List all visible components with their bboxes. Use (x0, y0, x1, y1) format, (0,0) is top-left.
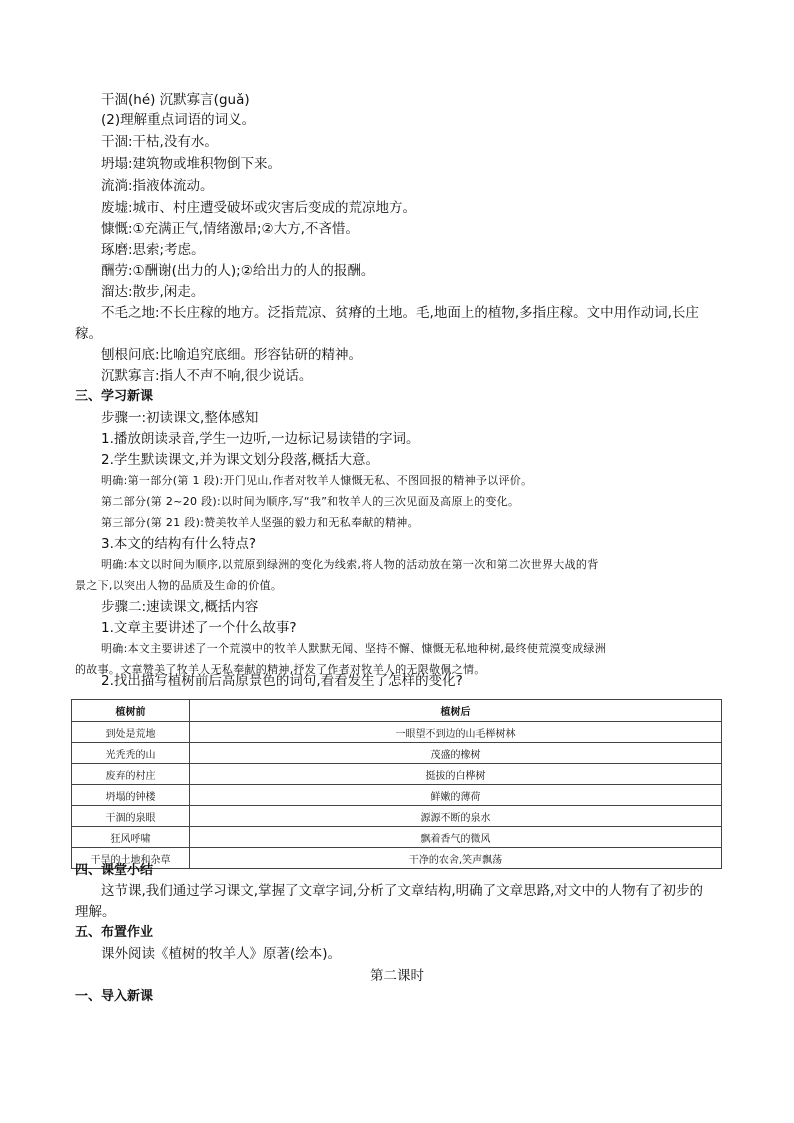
text-line: 2.学生默读课文,并为课文划分段落,概括大意。 (101, 452, 379, 468)
text-line: 步骤一:初读课文,整体感知 (101, 410, 259, 426)
table-row (72, 743, 722, 764)
table-cell: 源源不断的泉水 (190, 806, 722, 827)
section-heading: 五、布置作业 (75, 925, 154, 940)
table-cell: 一眼望不到边的山毛榉树林 (190, 722, 722, 743)
text-line: 慷慨:①充满正气,情绪激昂;②大方,不吝惜。 (101, 221, 359, 237)
text-line: 刨根问底:比喻追究底细。形容钻研的精神。 (101, 347, 363, 363)
section-heading: 三、学习新课 (75, 389, 154, 404)
table-cell: 干净的农舍,笑声飘荡 (190, 848, 722, 869)
table-row (72, 764, 722, 785)
table-cell: 挺拔的白桦树 (190, 764, 722, 785)
table-row (72, 785, 722, 806)
text-line: 课外阅读《植树的牧羊人》原著(绘本)。 (101, 946, 342, 962)
text-line: 1.播放朗读录音,学生一边听,一边标记易读错的字词。 (101, 431, 420, 447)
lesson-title: 第二课时 (370, 968, 424, 984)
text-line: 2.找出描写植树前后高原景色的词句,看看发生了怎样的变化? (101, 673, 463, 689)
table-cell: 废弃的村庄 (72, 764, 190, 785)
table-row (72, 722, 722, 743)
table-header-after: 植树后 (190, 700, 722, 722)
text-line: 干涸:干枯,没有水。 (101, 134, 218, 150)
text-line: 步骤二:速读课文,概括内容 (101, 599, 259, 615)
comparison-table (71, 699, 722, 869)
table-row (72, 827, 722, 848)
table-header-row (72, 700, 722, 722)
text-line: 稼。 (75, 326, 102, 342)
table-cell: 干旱的土地和杂草 (72, 848, 190, 869)
text-line: 明确:本文以时间为顺序,以荒原到绿洲的变化为线索,将人物的活动放在第一次和第二次世界大战的背 (101, 558, 599, 571)
table-cell: 狂风呼啸 (72, 827, 190, 848)
table-cell: 茂盛的橡树 (190, 743, 722, 764)
text-line: 这节课,我们通过学习课文,掌握了文章字词,分析了文章结构,明确了文章思路,对文中的人物有了初步的 (101, 883, 703, 899)
text-line: 坍塌:建筑物或堆积物倒下来。 (101, 156, 282, 172)
text-line: 明确:第一部分(第 1 段):开门见山,作者对牧羊人慷慨无私、不图回报的精神予以评价。 (101, 474, 533, 487)
section-heading: 一、导入新课 (75, 989, 154, 1004)
table-header-before: 植树前 (72, 700, 190, 722)
text-line: 1.文章主要讲述了一个什么故事? (101, 620, 297, 636)
section-heading: 四、课堂小结 (75, 863, 154, 878)
table-cell: 光秃秃的山 (72, 743, 190, 764)
table-cell: 到处是荒地 (72, 722, 190, 743)
text-line: 不毛之地:不长庄稼的地方。泛指荒凉、贫瘠的土地。毛,地面上的植物,多指庄稼。文中用作动词,长庄 (101, 305, 699, 321)
text-line: 废墟:城市、村庄遭受破坏或灾害后变成的荒凉地方。 (101, 200, 417, 216)
table-cell: 飘着香气的微风 (190, 827, 722, 848)
table-row (72, 848, 722, 869)
table-cell: 干涸的泉眼 (72, 806, 190, 827)
text-line: 理解。 (75, 904, 116, 920)
text-line: 酬劳:①酬谢(出力的人);②给出力的人的报酬。 (101, 263, 375, 279)
text-line: 流淌:指液体流动。 (101, 178, 214, 194)
text-line: 的故事。文章赞美了牧羊人无私奉献的精神,抒发了作者对牧羊人的无限敬佩之情。 (75, 663, 486, 676)
text-line: 干涸(hé) 沉默寡言(guǎ) (101, 92, 250, 108)
text-line: 第三部分(第 21 段):赞美牧羊人坚强的毅力和无私奉献的精神。 (101, 516, 419, 529)
table-cell: 坍塌的钟楼 (72, 785, 190, 806)
text-line: 景之下,以突出人物的品质及生命的价值。 (75, 579, 283, 592)
text-line: (2)理解重点词语的词义。 (101, 112, 256, 128)
text-line: 3.本文的结构有什么特点? (101, 536, 257, 552)
text-line: 明确:本文主要讲述了一个荒漠中的牧羊人默默无闻、坚持不懈、慷慨无私地种树,最终使荒漠变成绿洲 (101, 642, 606, 655)
text-line: 琢磨:思索;考虑。 (101, 242, 205, 258)
text-line: 溜达:散步,闲走。 (101, 284, 205, 300)
text-line: 沉默寡言:指人不声不响,很少说话。 (101, 368, 313, 384)
text-line: 第二部分(第 2~20 段):以时间为顺序,写“我”和牧羊人的三次见面及高原上的变化。 (101, 495, 520, 508)
table-cell: 鲜嫩的薄荷 (190, 785, 722, 806)
table-row (72, 806, 722, 827)
